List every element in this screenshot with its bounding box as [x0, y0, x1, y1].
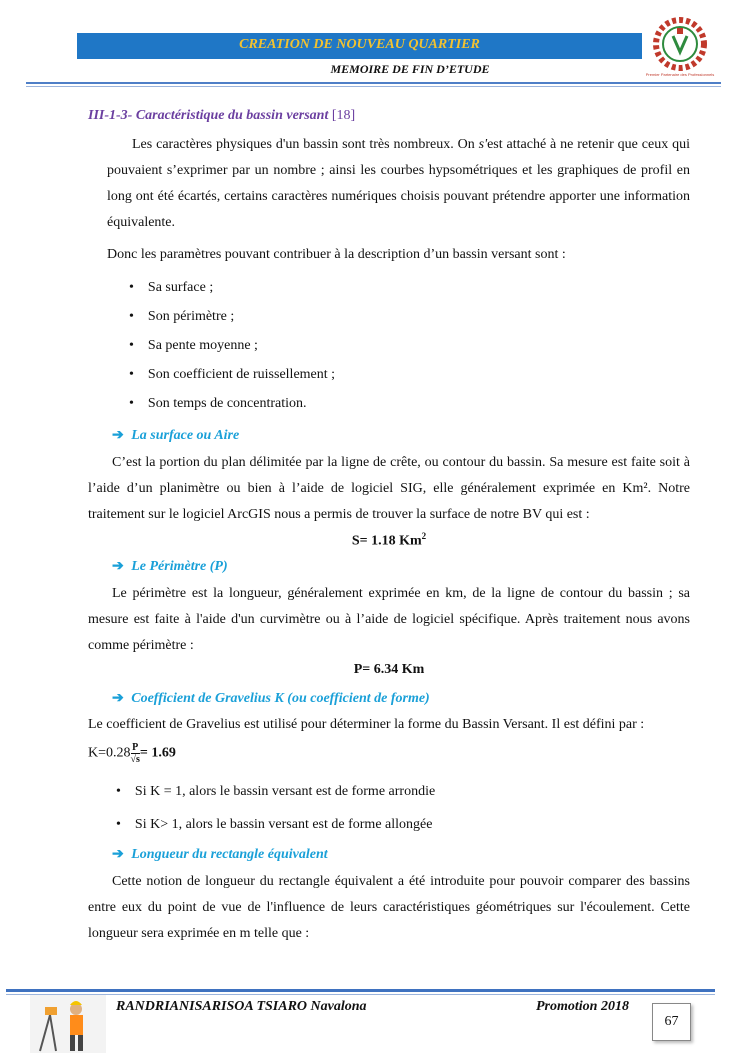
surface-paragraph: C’est la portion du plan délimitée par la ligne de crête, ou contour du bassin. Sa mesure est faite soit à l’aide d’un planimètre ou bien à l’aide de logiciel SIG, elle généralement exprimée en Km². Notre traitement sur le logiciel ArcGIS nous a permis de trouver la surface de notre BV qui est :	[88, 455, 690, 522]
header-rule-thin	[26, 86, 721, 87]
promotion-year: Promotion 2018	[536, 999, 629, 1014]
section-heading: III-1-3- Caractéristique du bassin versant [18]	[88, 108, 356, 123]
list-item: • Sa pente moyenne ;	[129, 338, 258, 353]
footer-rule	[6, 989, 715, 992]
footer-rule-thin	[6, 994, 715, 995]
header-rule	[26, 82, 721, 84]
gravelius-cases	[116, 784, 435, 846]
list-item: • Si K = 1, alors le bassin versant est de forme arrondie	[116, 784, 436, 799]
institution-logo-icon	[640, 14, 720, 80]
author-name: RANDRIANISARISOA TSIARO Navalona	[116, 999, 367, 1014]
surface-heading: ➔ La surface ou Aire	[112, 428, 240, 443]
list-item: • Son coefficient de ruissellement ;	[129, 367, 336, 382]
gravelius-heading: ➔ Coefficient de Gravelius K (ou coefficient de forme)	[112, 691, 430, 706]
parameter-list	[129, 280, 335, 425]
list-item: • Sa surface ;	[129, 280, 214, 295]
perimeter-formula: P= 6.34 Km	[353, 662, 425, 677]
surveyor-figure-icon	[30, 995, 106, 1053]
params-intro: Donc les paramètres pouvant contribuer à la description d’un bassin versant sont :	[107, 247, 566, 262]
intro-paragraph: Les caractères physiques d'un bassin sont très nombreux. On s'est attaché à ne retenir que ceux qui pouvaient s’exprimer par un nombre ; ainsi les courbes hypsométriques et les graphiques de profil en long ont été écartés, certains caractères numériques choisis pouvant prétendre apporter une information équivalente.	[107, 137, 690, 230]
arrow-right-icon: ➔	[112, 691, 124, 706]
rectangle-paragraph: Cette notion de longueur du rectangle équivalent a été introduite pour pouvoir comparer des bassins entre eux du point de vue de l'influence de leurs caractéristiques géométriques sur l'écoulement. Cette longueur sera exprimée en m telle que :	[88, 874, 690, 941]
list-item: • Si K> 1, alors le bassin versant est de forme allongée	[116, 817, 433, 832]
rectangle-heading: ➔ Longueur du rectangle équivalent	[112, 847, 328, 862]
reference-number: [18]	[331, 108, 356, 123]
gravelius-formula: K=0.28 $\frac{P}{√s}$ = 1.69	[88, 742, 176, 765]
list-item: • Son périmètre ;	[129, 309, 235, 324]
document-subtitle: MEMOIRE DE FIN D’ETUDE	[330, 62, 490, 76]
gravelius-paragraph: Le coefficient de Gravelius est utilisé pour déterminer la forme du Bassin Versant. Il est défini par :	[88, 717, 645, 732]
list-item: • Son temps de concentration.	[129, 396, 307, 411]
arrow-right-icon: ➔	[112, 847, 124, 862]
surface-formula: S= 1.18 Km$^2$	[351, 531, 427, 549]
arrow-right-icon: ➔	[112, 559, 124, 574]
page-number: 67	[652, 1003, 691, 1041]
logo-caption: Premier Partenaire des Professionnels	[645, 72, 715, 77]
arrow-right-icon: ➔	[112, 428, 124, 443]
document-title: CREATION DE NOUVEAU QUARTIER	[239, 37, 480, 52]
perimeter-paragraph: Le périmètre est la longueur, généralement exprimée en km, de la ligne de contour du bassin ; sa mesure est faite à l'aide d'un curvimètre ou à l’aide de logiciel spécifique. Après traitement nous avons comme périmètre :	[88, 586, 690, 653]
perimeter-heading: ➔ Le Périmètre (P)	[112, 559, 228, 574]
